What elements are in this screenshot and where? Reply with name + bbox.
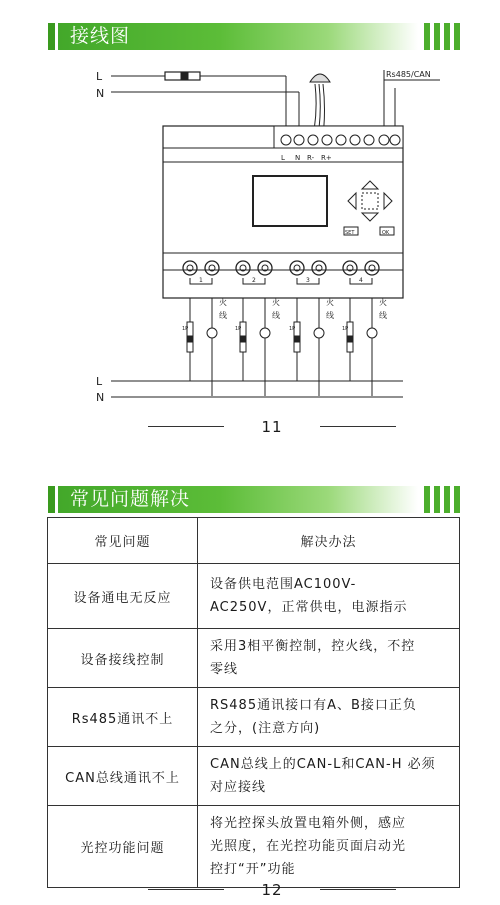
section-title: 常见问题解决 (70, 488, 191, 510)
table-row (48, 688, 460, 747)
fire-wire-label: 线 (272, 311, 280, 320)
table-row (48, 747, 460, 806)
fire-wire-label: 线 (219, 311, 227, 320)
column-header-question: 常见问题 (48, 518, 198, 564)
breaker-label: 1P (182, 326, 189, 332)
solution-cell: 将光控探头放置电箱外侧，感应 光照度，在光控功能页面启动光 控打“开”功能 (198, 806, 460, 888)
fire-wire-label: 火 (272, 298, 280, 307)
decorative-stripes (422, 486, 462, 513)
channel-number: 2 (252, 277, 256, 284)
terminal-label-r-plus: R+ (321, 154, 332, 162)
page-number-top: 11 (148, 417, 396, 437)
question-cell: Rs485通讯不上 (48, 688, 198, 747)
channel-number: 1 (199, 277, 203, 284)
decorative-stripes (422, 23, 462, 50)
terminal-label-r-minus: R- (307, 154, 315, 162)
section-header-wiring (48, 23, 462, 50)
breaker-label: 1P (289, 326, 296, 332)
channel-number: 3 (306, 277, 310, 284)
table-row (48, 806, 460, 888)
solution-cell: RS485通讯接口有A、B接口正负 之分，(注意方向) (198, 688, 460, 747)
column-header-solution: 解决办法 (198, 518, 460, 564)
label-n-top: N (96, 87, 105, 100)
ok-button-label: OK (382, 230, 390, 236)
fire-wire-label: 线 (379, 311, 387, 320)
channel-number: 4 (359, 277, 363, 284)
solution-cell: 设备供电范围AC100V- AC250V，正常供电，电源指示 (198, 564, 460, 629)
label-l-top: L (96, 70, 103, 83)
question-cell: 光控功能问题 (48, 806, 198, 888)
breaker-label: 1P (342, 326, 349, 332)
faq-table (47, 517, 460, 888)
question-cell: CAN总线通讯不上 (48, 747, 198, 806)
terminal-label-l: L (281, 154, 285, 162)
solution-cell: CAN总线上的CAN-L和CAN-H 必须 对应接线 (198, 747, 460, 806)
table-header-row (48, 518, 460, 564)
section-header-faq (48, 486, 462, 513)
comm-label: Rs485/CAN (386, 70, 431, 79)
fire-wire-label: 火 (326, 298, 334, 307)
fire-wire-label: 火 (379, 298, 387, 307)
question-cell: 设备接线控制 (48, 629, 198, 688)
table-row (48, 629, 460, 688)
label-n-bottom: N (96, 391, 105, 404)
terminal-label-n: N (295, 154, 301, 162)
page-number-bottom: 12 (148, 880, 396, 900)
breaker-label: 1P (235, 326, 242, 332)
table-row (48, 564, 460, 629)
fire-wire-label: 线 (326, 311, 334, 320)
label-l-bottom: L (96, 375, 103, 388)
question-cell: 设备通电无反应 (48, 564, 198, 629)
wiring-diagram (0, 60, 500, 410)
set-button-label: SET (345, 230, 355, 236)
fire-wire-label: 火 (219, 298, 227, 307)
solution-cell: 采用3相平衡控制，控火线，不控 零线 (198, 629, 460, 688)
section-title: 接线图 (70, 25, 131, 47)
